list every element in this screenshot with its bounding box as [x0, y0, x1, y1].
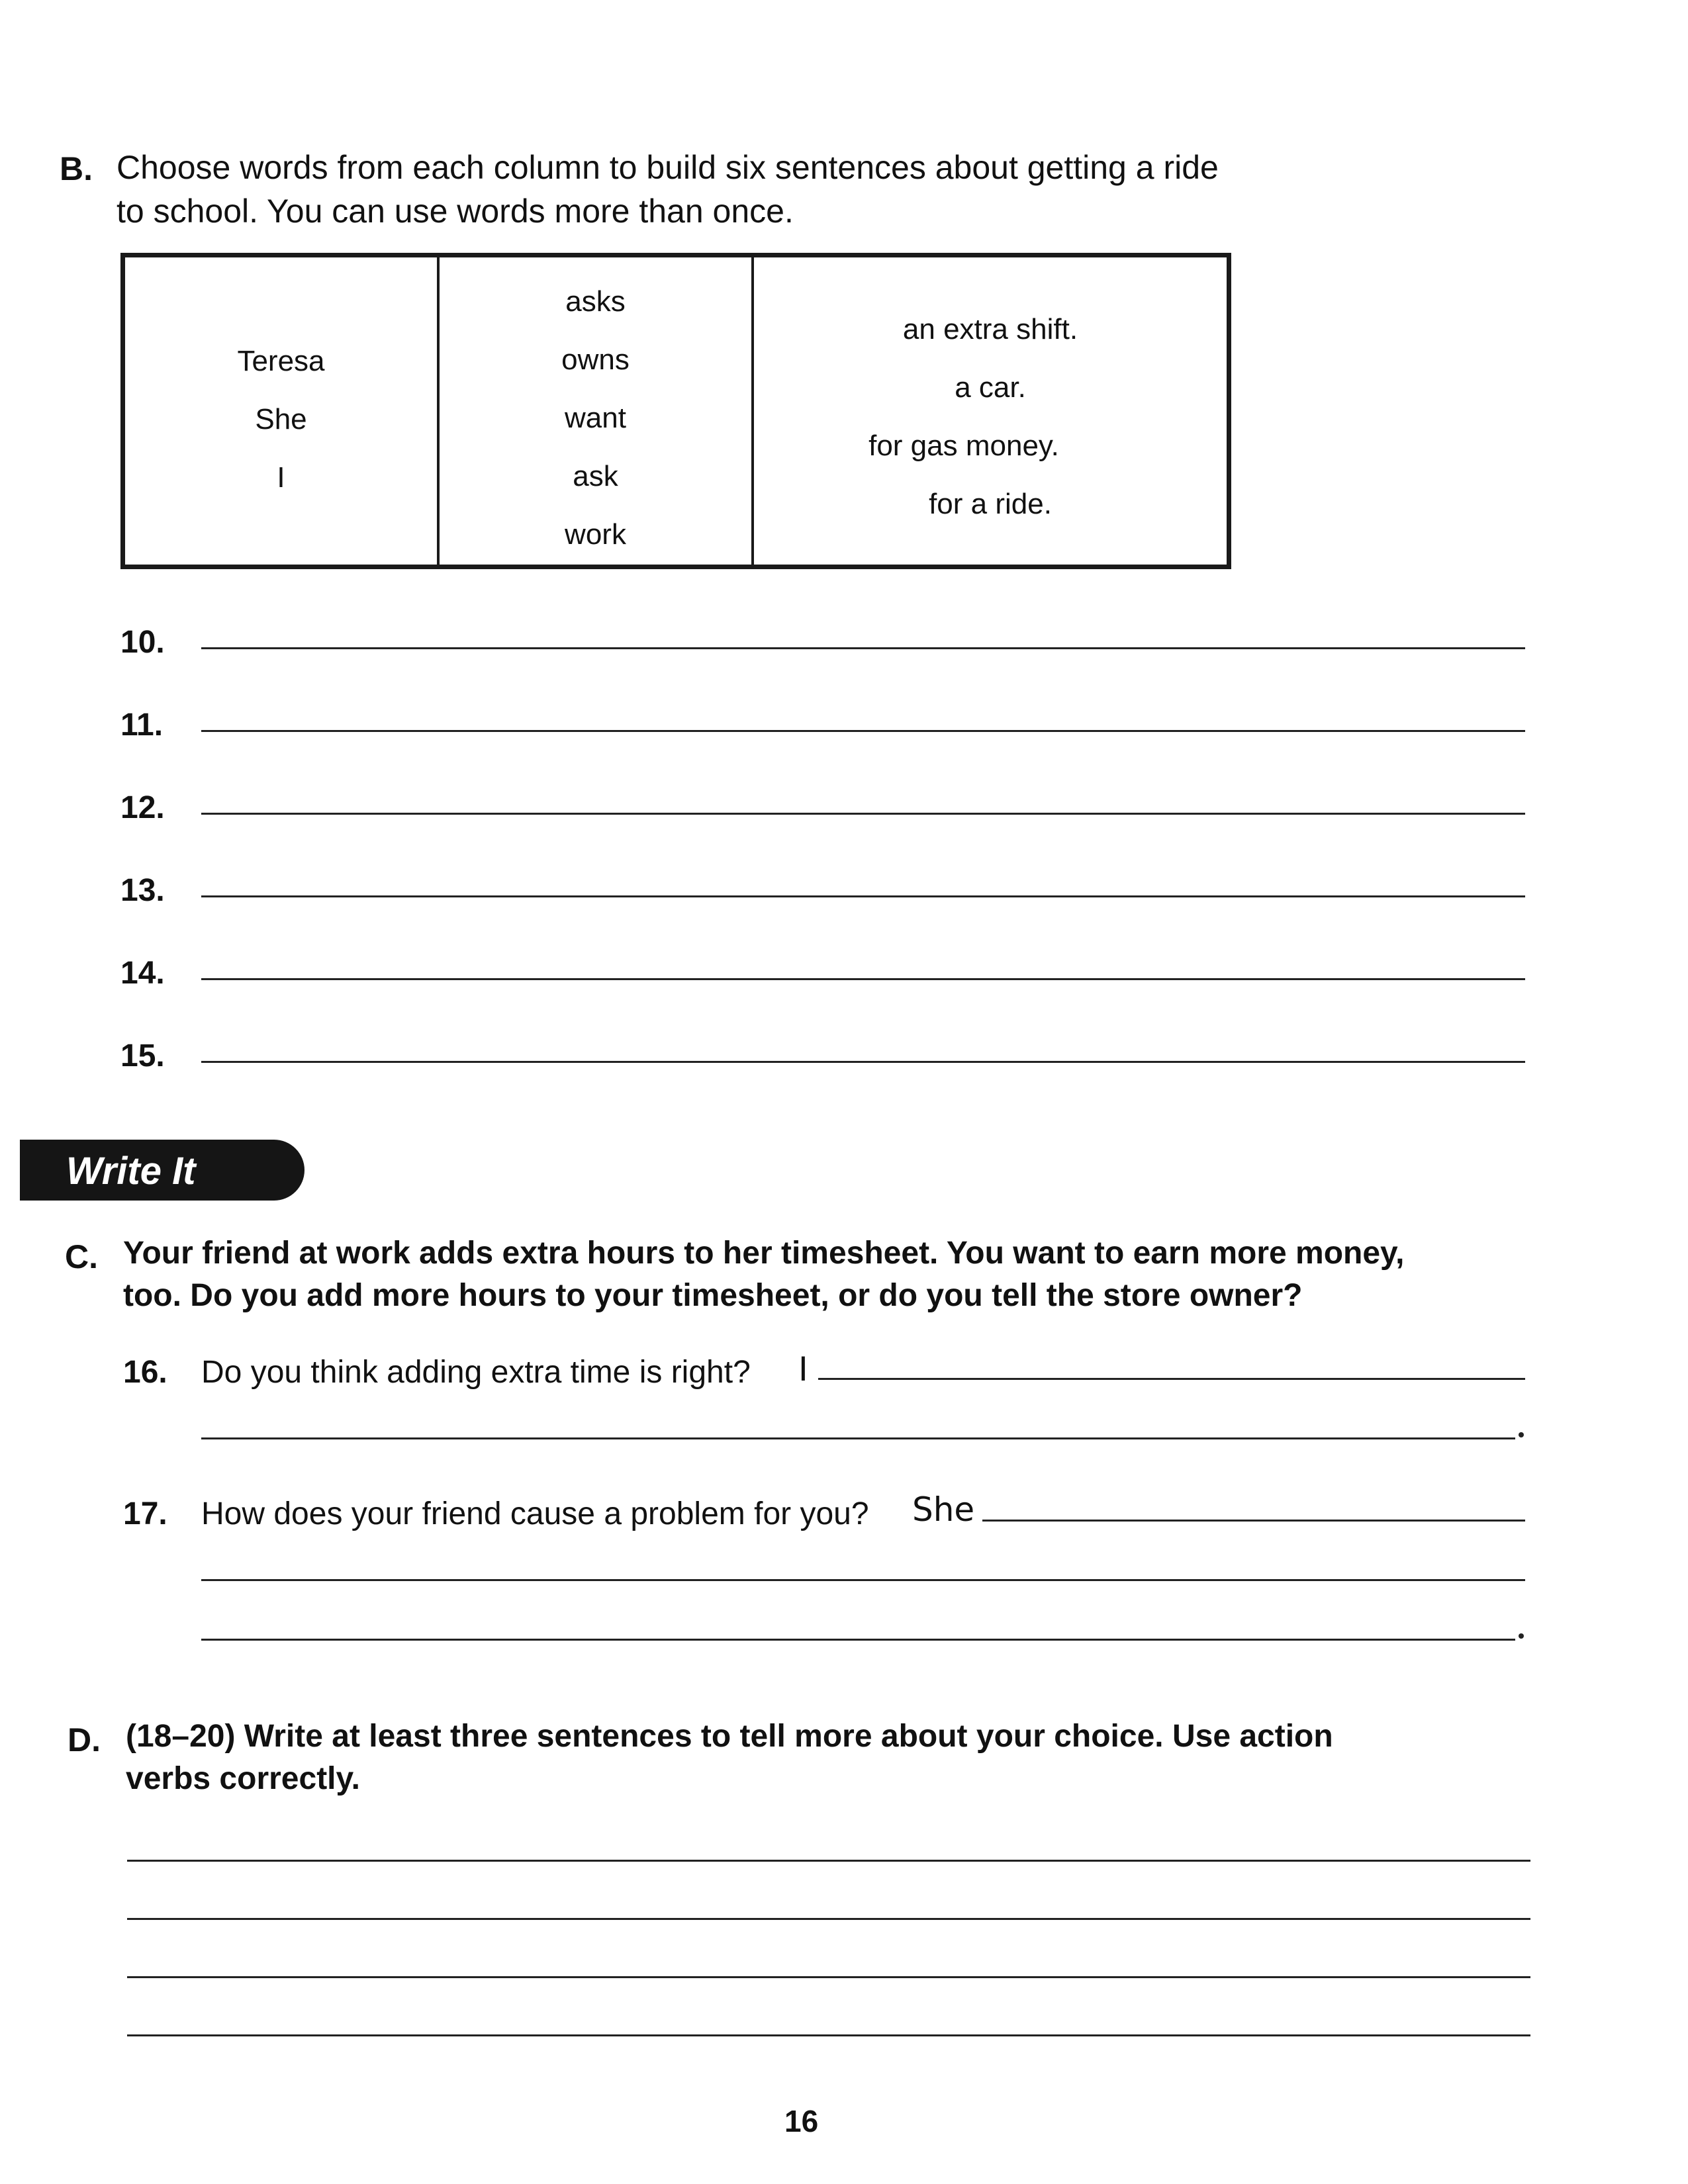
subject-word: She [255, 403, 307, 435]
subject-word: I [277, 461, 285, 494]
item-number-12: 12. [120, 790, 165, 825]
verbs-column [440, 257, 754, 565]
answer-line-16a[interactable] [818, 1378, 1525, 1380]
ending-phrase: a car. [955, 371, 1026, 404]
answer-line-d2[interactable] [127, 1918, 1530, 1920]
verb-word: want [565, 402, 626, 434]
ending-phrase: an extra shift. [902, 313, 1078, 345]
answer-line-16b[interactable] [201, 1437, 1515, 1439]
section-b-line2: to school. You can use words more than once. [117, 193, 794, 230]
question-16-starter: I [798, 1350, 808, 1388]
answer-line-d1[interactable] [127, 1860, 1530, 1862]
section-b-instructions [117, 146, 1308, 233]
ending-phrase: for a ride. [929, 488, 1052, 520]
write-it-banner [20, 1140, 305, 1201]
endings-column [754, 257, 1227, 565]
answer-line-17a[interactable] [982, 1520, 1525, 1522]
section-d-letter: D. [68, 1721, 101, 1758]
verb-word: asks [565, 285, 626, 318]
subjects-column [125, 257, 440, 565]
answer-line-15[interactable] [201, 1061, 1525, 1063]
item-number-14: 14. [120, 956, 165, 991]
verb-word: ask [573, 460, 618, 492]
section-d-instructions [126, 1715, 1450, 1800]
section-b-letter: B. [60, 150, 93, 187]
period-mark [1519, 1633, 1524, 1639]
section-c-line2: too. Do you add more hours to your timesheet, or do you tell the store owner? [123, 1278, 1303, 1313]
item-number-13: 13. [120, 873, 165, 908]
answer-line-14[interactable] [201, 978, 1525, 980]
banner-label: Write It [66, 1150, 196, 1193]
section-d-line2: verbs correctly. [126, 1761, 360, 1796]
section-c-instructions [123, 1232, 1447, 1317]
answer-line-d4[interactable] [127, 2034, 1530, 2036]
page-number: 16 [784, 2104, 819, 2138]
answer-line-d3[interactable] [127, 1976, 1530, 1978]
question-16-number: 16. [123, 1355, 167, 1390]
question-17-starter: She [912, 1490, 975, 1529]
section-d-line1: (18–20) Write at least three sentences to tell more about your choice. Use action [126, 1719, 1333, 1754]
question-16-prompt: Do you think adding extra time is right? [201, 1355, 751, 1390]
verb-word: work [565, 518, 626, 551]
item-number-10: 10. [120, 625, 165, 660]
answer-line-12[interactable] [201, 813, 1525, 815]
answer-line-17b[interactable] [201, 1579, 1525, 1581]
question-17-number: 17. [123, 1496, 167, 1531]
period-mark [1519, 1432, 1524, 1437]
section-b-line1: Choose words from each column to build six sentences about getting a ride [117, 149, 1219, 186]
word-table [120, 253, 1231, 569]
verb-word: owns [561, 343, 630, 376]
subject-word: Teresa [237, 345, 325, 377]
answer-line-13[interactable] [201, 895, 1525, 897]
section-c-letter: C. [65, 1238, 98, 1275]
section-c-line1: Your friend at work adds extra hours to her timesheet. You want to earn more money, [123, 1236, 1405, 1271]
ending-phrase: for gas money. [868, 430, 1059, 462]
answer-line-10[interactable] [201, 647, 1525, 649]
item-number-11: 11. [120, 707, 164, 743]
item-number-15: 15. [120, 1038, 165, 1073]
answer-line-17c[interactable] [201, 1639, 1515, 1641]
answer-line-11[interactable] [201, 730, 1525, 732]
question-17-prompt: How does your friend cause a problem for you? [201, 1496, 869, 1531]
